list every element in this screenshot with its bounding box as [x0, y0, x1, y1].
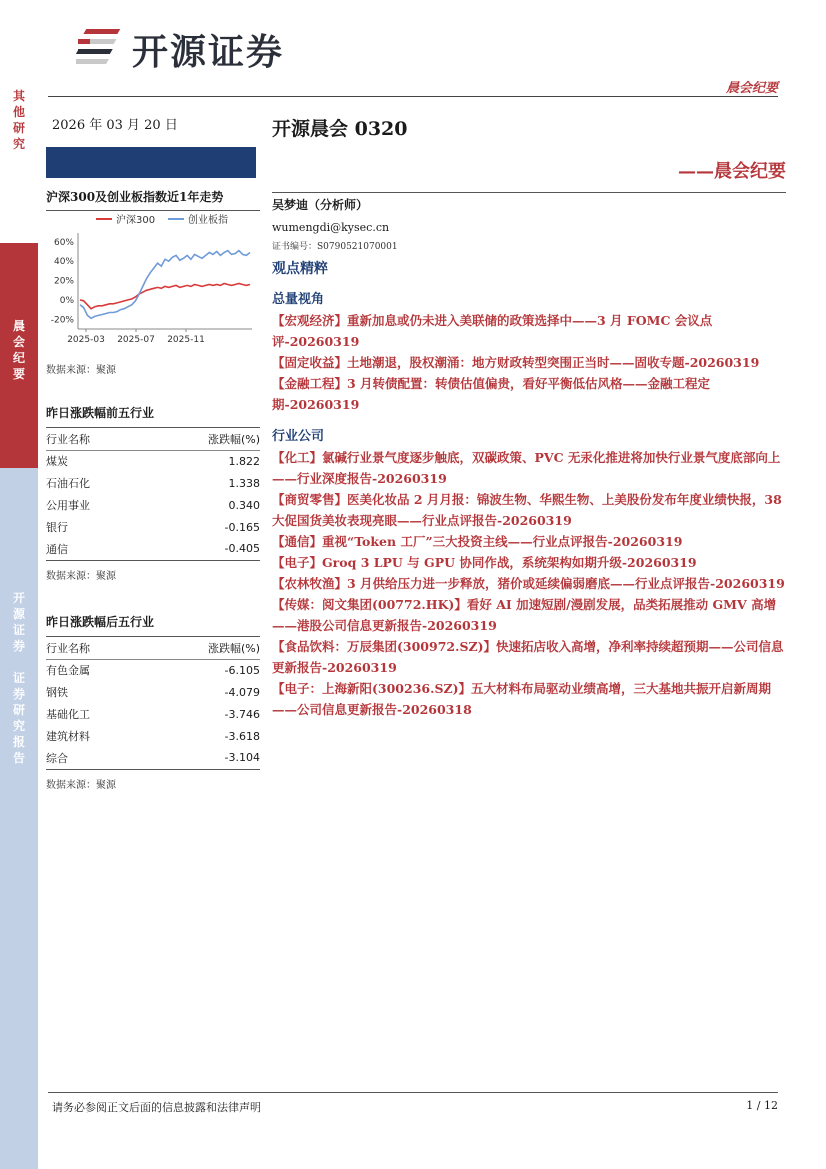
industry-report-link[interactable]: 【商贸零售】医美化妆品 2 月月报：锦波生物、华熙生物、上美股份发布年度业绩快报，38 大促国货美妆表现亮眼——行业点评报告-20260319: [272, 492, 782, 528]
industry-name: 建筑材料: [46, 730, 90, 743]
side-tab-char: 开: [12, 591, 25, 605]
side-tab-char: 其: [12, 89, 25, 103]
side-tab-char: 会: [12, 335, 25, 349]
footer-disclaimer: 请务必参阅正文后面的信息披露和法律声明: [52, 1101, 261, 1114]
industry-name: 钢铁: [46, 686, 68, 699]
date-banner-bar: [46, 147, 256, 178]
brand-logo: [76, 26, 284, 72]
industry-name: 综合: [46, 747, 144, 769]
side-tab-char: 研: [12, 121, 25, 135]
table-row: [46, 494, 260, 516]
analyst-divider: [272, 192, 786, 193]
column-header-change: 涨跌幅(%): [144, 637, 260, 659]
side-band-bottom: [0, 468, 38, 1169]
industry-list: [272, 447, 786, 720]
content-section: [272, 258, 786, 720]
industry-report-link[interactable]: 【传媒：阅文集团(00772.HK)】看好 AI 加速短剧/漫剧发展，品类拓展推动 GMV 高增——港股公司信息更新报告-20260319: [272, 597, 777, 633]
analyst-block: [272, 196, 572, 252]
side-tab-char: 报: [12, 735, 25, 749]
side-tab-char: 源: [12, 607, 25, 621]
industry-change: 1.822: [228, 454, 260, 468]
industry-name: 基础化工: [46, 708, 90, 721]
table-row: [46, 538, 260, 560]
industry-report-link[interactable]: 【化工】氯碱行业景气度逐步触底，双碳政策、PVC 无汞化推进将加快行业景气度底部向上——行业深度报告-20260319: [272, 450, 781, 486]
side-tab-char: 告: [12, 751, 25, 765]
industry-change: 1.338: [228, 476, 260, 490]
side-tab-char: 研: [12, 703, 25, 717]
industry-change: -4.079: [224, 685, 260, 699]
industry-name: 通信: [46, 538, 144, 560]
industry-change: -6.105: [224, 663, 260, 677]
x-tick-label: 2025-03: [67, 335, 105, 345]
side-tab-securities-research[interactable]: [0, 590, 38, 766]
industry-report-link[interactable]: 【通信】重视“Token 工厂”三大投资主线——行业点评报告-20260319: [272, 534, 683, 549]
column-header-name: 行业名称: [46, 637, 144, 659]
side-tab-char: 他: [12, 105, 25, 119]
industry-report-link[interactable]: 【食品饮料：万辰集团(300972.SZ)】快速拓店收入高增，净利率持续超预期——公司信息更新报告-20260319: [272, 639, 784, 675]
side-tab-char: 要: [12, 367, 25, 381]
table-row: [46, 681, 260, 703]
side-tab-morning-notes[interactable]: [0, 318, 38, 382]
side-tab-other-research[interactable]: [0, 88, 38, 152]
table-row: [46, 516, 260, 538]
bottom5-industries-panel: [46, 613, 260, 791]
bottom5-source: 数据来源：聚源: [46, 779, 116, 791]
side-tab-char: [0, 654, 38, 670]
side-tab-char: 券: [12, 687, 25, 701]
industry-change: -3.104: [144, 747, 260, 769]
table-row: [46, 472, 260, 494]
top5-title: 昨日涨跌幅前五行业: [46, 404, 260, 428]
industry-change: -3.618: [224, 729, 260, 743]
column-header-name: 行业名称: [46, 428, 144, 450]
header-section-label: 晨会纪要: [725, 81, 778, 96]
series-line: [80, 251, 250, 319]
footer-divider: [48, 1092, 778, 1093]
x-tick-label: 2025-07: [117, 335, 155, 345]
macro-heading: 总量视角: [272, 292, 325, 307]
table-header-row: [46, 637, 260, 659]
industry-name: 煤炭: [46, 455, 68, 469]
page-number: 1 / 12: [746, 1099, 778, 1112]
macro-report-link[interactable]: 【宏观经济】重新加息或仍未进入美联储的政策选择中——3 月 FOMC 会议点评-20260319: [272, 313, 713, 349]
legend-label: 创业板指: [188, 215, 228, 226]
y-tick-label: 40%: [53, 257, 74, 268]
analyst-email[interactable]: wumengdi@kysec.cn: [272, 221, 390, 234]
table-row: [46, 703, 260, 725]
report-title: 开源晨会 0320: [272, 118, 408, 140]
industry-name: 石油石化: [46, 477, 90, 490]
macro-report-link[interactable]: 【金融工程】3 月转债配置：转债估值偏贵，看好平衡低估风格——金融工程定期-20260319: [272, 376, 711, 412]
industry-change: -3.746: [224, 707, 260, 721]
table-row: [46, 659, 260, 681]
side-tab-char: 晨: [12, 319, 25, 333]
industry-name: 公用事业: [46, 499, 90, 512]
side-tab-char: 券: [12, 639, 25, 653]
y-tick-label: 20%: [53, 276, 74, 287]
y-tick-label: 0%: [59, 295, 74, 306]
industry-report-link[interactable]: 【农林牧渔】3 月供给压力进一步释放，猪价或延续偏弱磨底——行业点评报告-20260319: [272, 576, 785, 591]
table-row: [46, 747, 260, 769]
side-tab-char: 证: [12, 623, 25, 637]
top5-industries-panel: [46, 404, 260, 582]
macro-list: [272, 310, 786, 415]
industry-name: 银行: [46, 521, 68, 534]
header-divider: [48, 96, 778, 97]
column-header-change: 涨跌幅(%): [144, 428, 260, 450]
industry-change: 0.340: [228, 498, 260, 512]
side-tab-char: 究: [12, 137, 25, 151]
index-chart-panel: [46, 188, 260, 376]
y-tick-label: -20%: [50, 315, 74, 326]
table-row: [46, 450, 260, 472]
bottom5-table: [46, 637, 260, 770]
content-heading: 观点精粹: [272, 261, 328, 277]
table-header-row: [46, 428, 260, 450]
industry-heading: 行业公司: [272, 429, 325, 444]
industry-name: 有色金属: [46, 664, 90, 678]
report-date: 2026 年 03 月 20 日: [52, 118, 178, 133]
report-subtitle: ——晨会纪要: [678, 161, 786, 182]
analyst-cert: 证书编号：S0790521070001: [272, 242, 398, 252]
index-chart-title: 沪深300及创业板指数近1年走势: [46, 188, 260, 211]
series-line: [80, 284, 250, 309]
brand-logo-icon: [76, 26, 124, 72]
index-chart-source: 数据来源：聚源: [46, 365, 116, 376]
industry-change: -0.165: [224, 520, 260, 534]
side-tab-char: 证: [12, 671, 25, 685]
top5-source: 数据来源：聚源: [46, 570, 116, 582]
table-row: [46, 725, 260, 747]
side-tab-char: 纪: [12, 351, 25, 365]
y-tick-label: 60%: [53, 237, 74, 248]
legend-label: 沪深300: [116, 215, 156, 226]
top5-table: [46, 428, 260, 561]
x-tick-label: 2025-11: [167, 335, 205, 345]
side-tab-char: 究: [12, 719, 25, 733]
industry-change: -0.405: [144, 538, 260, 560]
macro-report-link[interactable]: 【固定收益】土地潮退，股权潮涌：地方财政转型突围正当时——固收专题-20260319: [272, 355, 760, 370]
industry-report-link[interactable]: 【电子】Groq 3 LPU 与 GPU 协同作战，系统架构如期升级-20260319: [272, 555, 697, 570]
index-line-chart: [46, 211, 260, 351]
bottom5-title: 昨日涨跌幅后五行业: [46, 613, 260, 637]
industry-report-link[interactable]: 【电子：上海新阳(300236.SZ)】五大材料布局驱动业绩高增，三大基地共振开启新周期——公司信息更新报告-20260318: [272, 681, 772, 717]
analyst-name: 吴梦迪（分析师）: [272, 198, 369, 212]
brand-name: 开源证券: [132, 31, 285, 73]
